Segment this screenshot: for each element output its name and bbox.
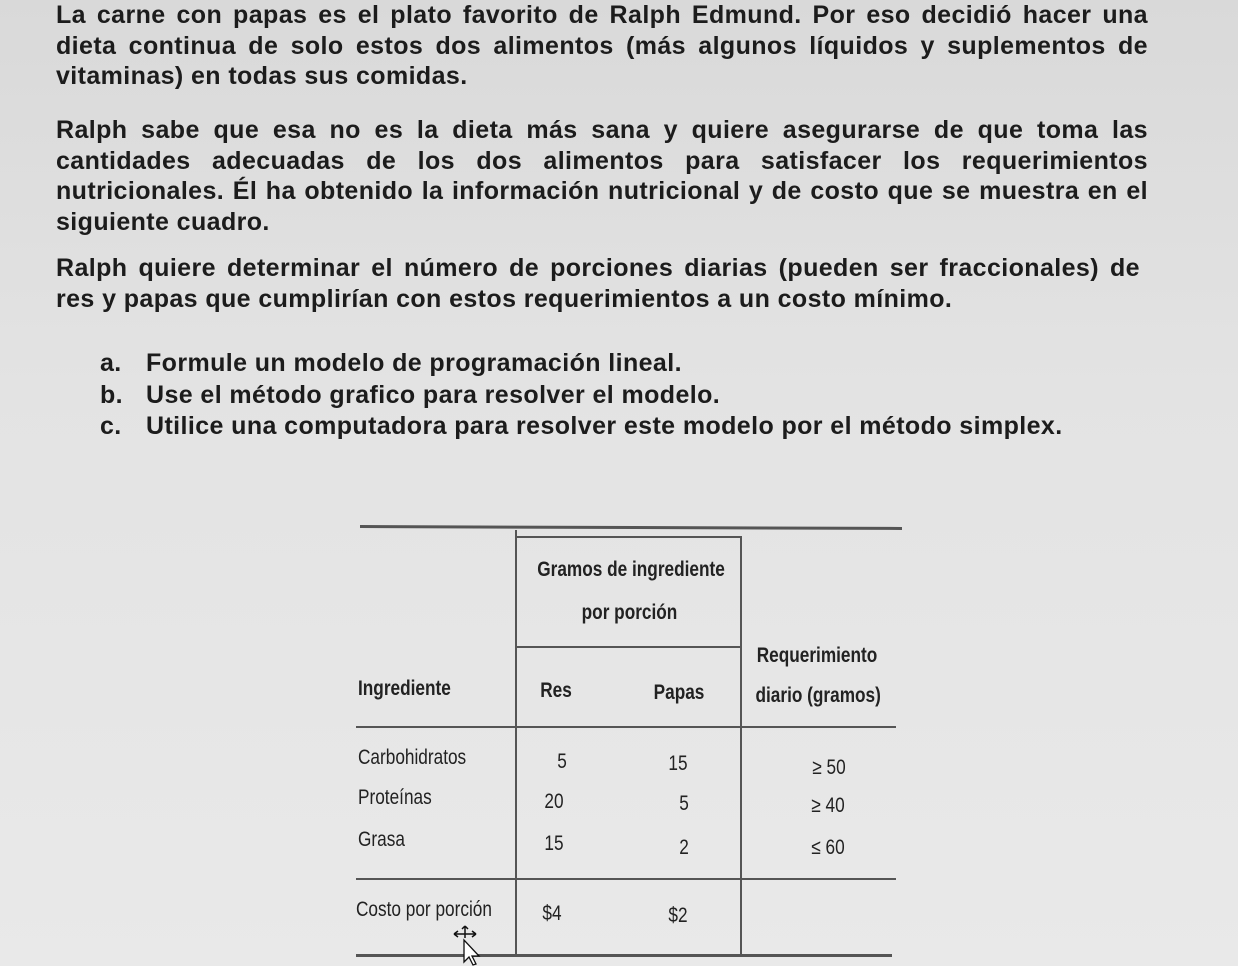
cost-res-value: $4 xyxy=(542,902,562,925)
task-text: Use el método grafico para resolver el modelo. xyxy=(146,380,721,409)
row-ingredient: Carbohidratos xyxy=(358,746,467,769)
group-header-bottom-rule xyxy=(517,646,742,648)
row-papas-value: 5 xyxy=(679,792,689,815)
move-cursor-icon xyxy=(450,918,490,966)
row-res-value: 20 xyxy=(544,790,564,813)
task-item-c xyxy=(100,411,1140,443)
table-bottom-rule xyxy=(356,954,892,957)
task-text: Formule un modelo de programación lineal. xyxy=(146,349,682,377)
row-ingredient: Grasa xyxy=(358,828,405,851)
column-header-requirement-line1: Requerimiento xyxy=(756,644,878,667)
header-bottom-rule xyxy=(356,726,896,728)
task-item-a xyxy=(100,348,1140,380)
column-header-requirement-line2: diario (gramos) xyxy=(755,684,881,707)
column-header-ingredient: Ingrediente xyxy=(358,677,451,700)
group-header-top-rule xyxy=(517,536,742,538)
row-papas-value: 2 xyxy=(679,836,689,859)
cost-papas-value: $2 xyxy=(668,904,688,927)
task-marker: c. xyxy=(100,412,122,440)
row-res-value: 5 xyxy=(557,750,567,773)
row-papas-value: 15 xyxy=(668,752,688,775)
body-bottom-rule xyxy=(356,878,896,880)
col-divider-2 xyxy=(740,536,742,954)
paragraph-requirements: Ralph sabe que esa no es la dieta más sana y quiere asegurarse de que toma las cantidades adecuadas de los dos alimentos para satisfacer los requerimientos nutricionales. Él ha obtenido la información nutricional y de costo que se muestra en el siguiente cuadro. xyxy=(56,116,1148,236)
task-list xyxy=(100,348,1140,443)
paragraph-intro: La carne con papas es el plato favorito de Ralph Edmund. Por eso decidió hacer una dieta continua de solo estos dos alimentos (más algunos líquidos y suplementos de vitaminas) en todas sus comidas. xyxy=(56,1,1148,90)
task-text: Utilice una computadora para resolver este modelo por el método simplex. xyxy=(146,412,1063,440)
nutrition-table xyxy=(352,522,902,962)
cost-row-label: Costo por porción xyxy=(356,898,492,921)
task-item-b xyxy=(100,380,1140,412)
row-res-value: 15 xyxy=(544,832,564,855)
row-requirement-value: ≤ 60 xyxy=(811,836,845,859)
paragraph-objective: Ralph quiere determinar el número de porciones diarias (pueden ser fraccionales) de res y papas que cumplirían con estos requerimientos a un costo mínimo. xyxy=(56,254,1140,313)
group-header-line1: Gramos de ingrediente xyxy=(537,558,725,581)
task-marker: a. xyxy=(100,349,122,377)
row-ingredient: Proteínas xyxy=(358,786,432,809)
col-divider-1 xyxy=(515,530,517,954)
column-header-res: Res xyxy=(540,679,572,702)
column-header-papas: Papas xyxy=(653,681,705,704)
row-requirement-value: ≥ 40 xyxy=(811,794,845,817)
table-top-rule xyxy=(360,525,902,530)
task-marker: b. xyxy=(100,380,124,409)
row-requirement-value: ≥ 50 xyxy=(812,756,846,779)
group-header-line2: por porción xyxy=(581,601,678,624)
